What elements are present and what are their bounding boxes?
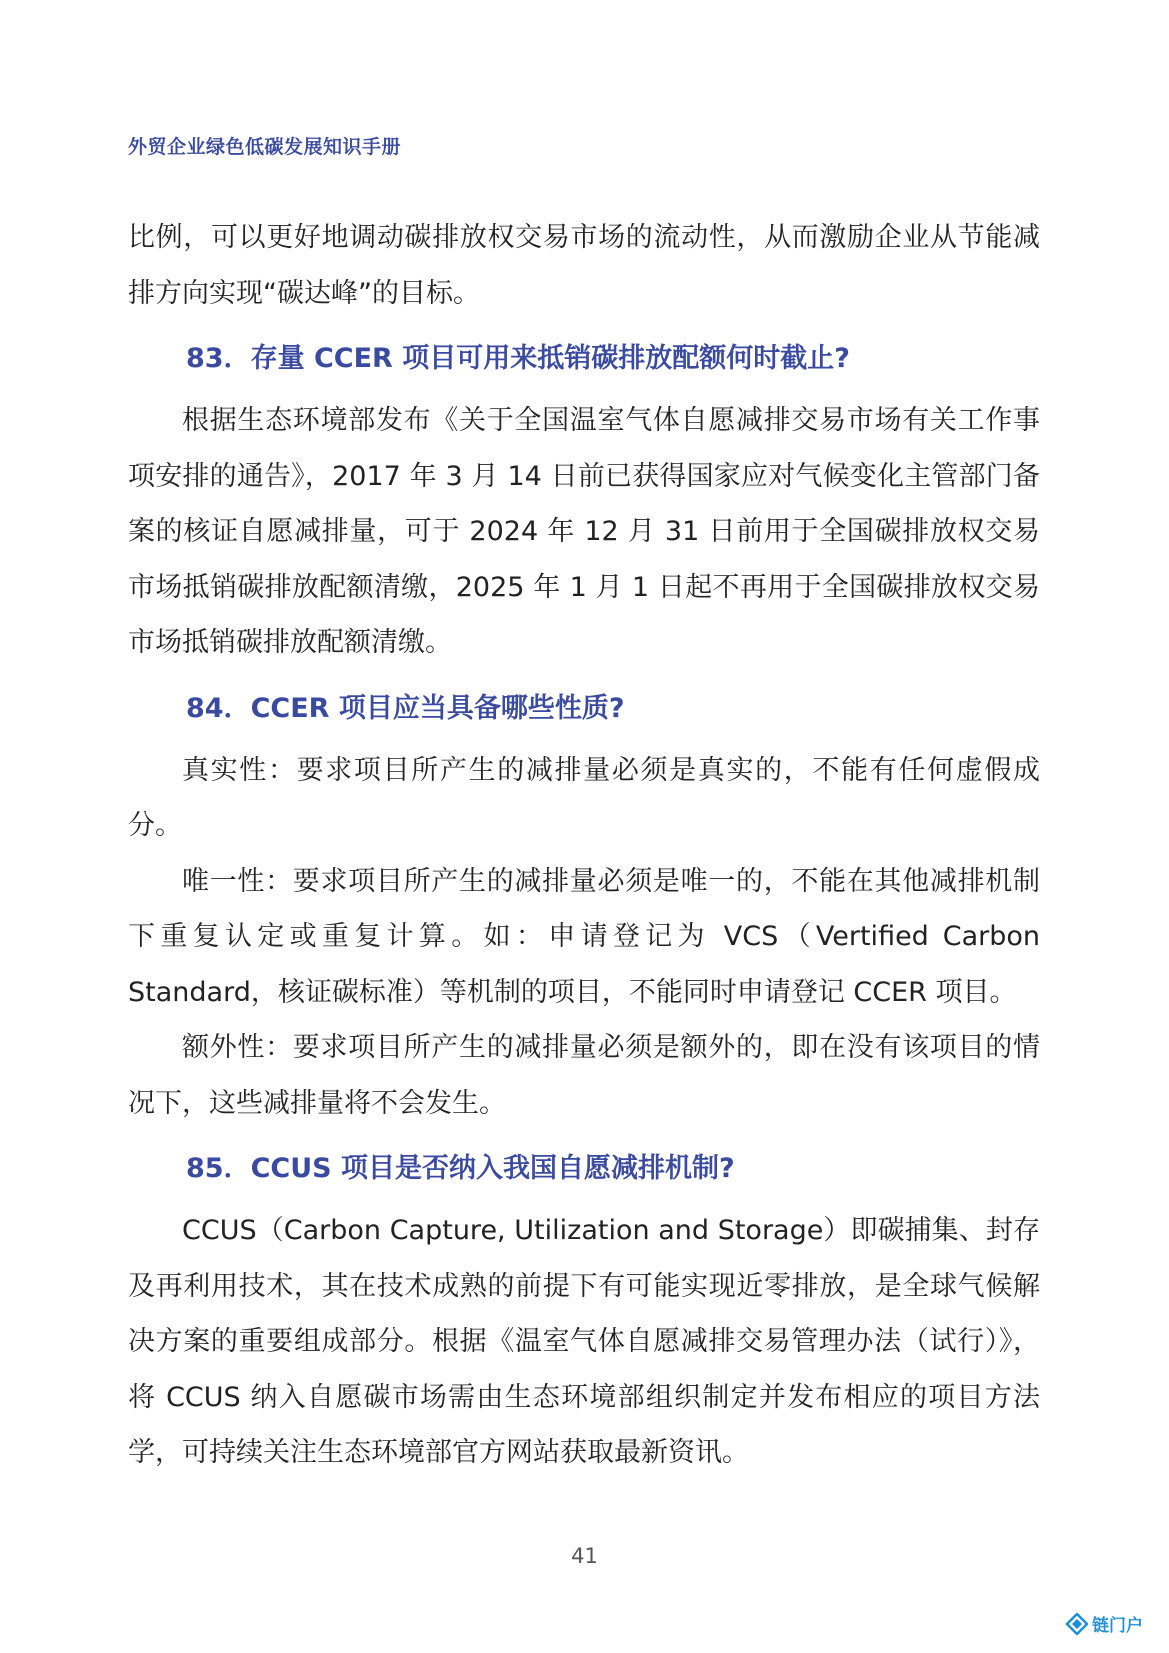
diamond-logo-icon [1066,1613,1088,1639]
watermark [1066,1613,1143,1639]
watermark-text: 链门户 [1092,1616,1143,1636]
question-84-paragraph-authenticity: 真实性：要求项目所产生的减排量必须是真实的，不能有任何虚假成分。 [128,754,1040,841]
question-84-paragraph-uniqueness: 唯一性：要求项目所产生的减排量必须是唯一的，不能在其他减排机制下重复认定或重复计算。如：申请登记为 VCS（Vertified Carbon Standard，核证碳标准）等机制的项目，不能同时申请登记 CCER 项目。 [128,865,1040,1008]
page-number: 41 [571,1544,598,1568]
question-83-paragraph: 根据生态环境部发布《关于全国温室气体自愿减排交易市场有关工作事项安排的通告》，2017 年 3 月 14 日前已获得国家应对气候变化主管部门备案的核证自愿减排量，可于 2024 年 12 月 31 日前用于全国碳排放权交易市场抵销碳排放配额清缴，2025 年 1 月 1 日起不再用于全国碳排放权交易市场抵销碳排放配额清缴。 [128,405,1040,658]
question-85-heading: 85．CCUS 项目是否纳入我国自愿减排机制? [186,1153,735,1184]
question-83-heading: 83．存量 CCER 项目可用来抵销碳排放配额何时截止? [186,343,850,374]
question-84-paragraph-additionality: 额外性：要求项目所产生的减排量必须是额外的，即在没有该项目的情况下，这些减排量将不会发生。 [128,1032,1040,1119]
question-84-heading: 84．CCER 项目应当具备哪些性质? [186,692,625,724]
running-header: 外贸企业绿色低碳发展知识手册 [128,136,402,158]
continuation-paragraph: 比例，可以更好地调动碳排放权交易市场的流动性，从而激励企业从节能减排方向实现“碳达峰”的目标。 [128,222,1040,309]
question-85-paragraph: CCUS（Carbon Capture, Utilization and Storage）即碳捕集、封存及再利用技术，其在技术成熟的前提下有可能实现近零排放，是全球气候解决方案的重要组成部分。根据《温室气体自愿减排交易管理办法（试行）》，将 CCUS 纳入自愿碳市场需由生态环境部组织制定并发布相应的项目方法学，可持续关注生态环境部官方网站获取最新资讯。 [128,1215,1040,1468]
page-content [128,210,1040,1481]
